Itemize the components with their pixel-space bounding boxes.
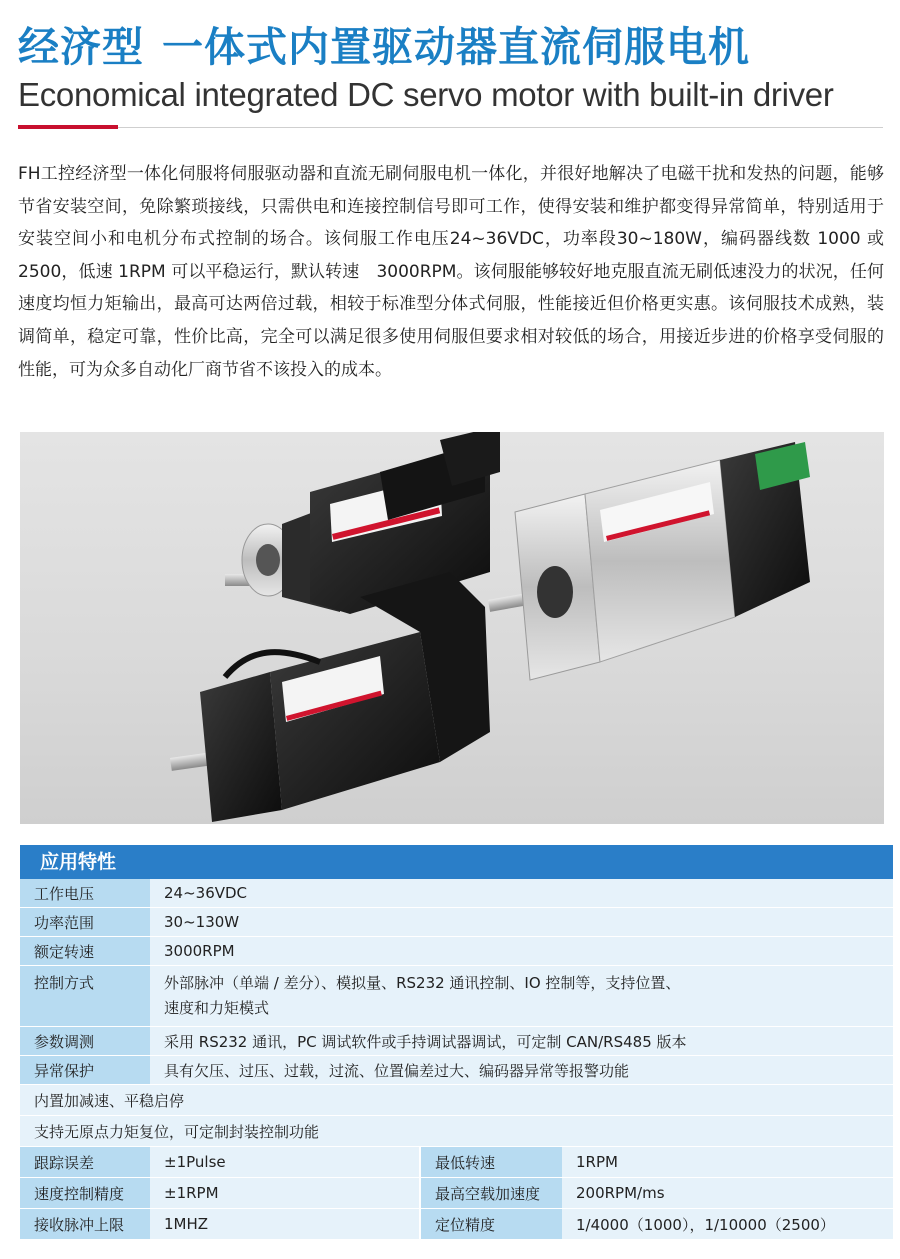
motor-aluminium-right bbox=[488, 442, 810, 680]
spec-label: 异常保护 bbox=[20, 1056, 150, 1085]
spec-label: 跟踪误差 bbox=[20, 1147, 150, 1178]
spec-value: 具有欠压、过压、过载，过流、位置偏差过大、编码器异常等报警功能 bbox=[150, 1056, 893, 1085]
spec-label: 速度控制精度 bbox=[20, 1178, 150, 1209]
spec-value: 采用 RS232 通讯，PC 调试软件或手持调试器调试，可定制 CAN/RS485 版本 bbox=[150, 1027, 893, 1056]
spec-value: 1MHZ bbox=[150, 1209, 420, 1240]
spec-value: ±1Pulse bbox=[150, 1147, 420, 1178]
motor-black-bottom-left bbox=[170, 572, 490, 822]
spec-row-speed-accuracy bbox=[20, 1178, 893, 1209]
spec-value-line2: 速度和力矩模式 bbox=[164, 999, 270, 1017]
spec-row-parameter-tuning bbox=[20, 1027, 893, 1056]
spec-label: 最低转速 bbox=[420, 1147, 562, 1178]
spec-header: 应用特性 bbox=[20, 845, 893, 879]
title-accent-bar bbox=[18, 125, 118, 129]
spec-value: 24~36VDC bbox=[150, 879, 893, 908]
spec-label: 控制方式 bbox=[20, 966, 150, 1027]
product-photo-illustration bbox=[20, 432, 884, 824]
spec-label: 接收脉冲上限 bbox=[20, 1209, 150, 1240]
spec-row-protection bbox=[20, 1056, 893, 1085]
spec-label: 工作电压 bbox=[20, 879, 150, 908]
spec-full-row: 支持无原点力矩复位，可定制封装控制功能 bbox=[20, 1116, 893, 1147]
spec-value: 1/4000（1000），1/10000（2500） bbox=[562, 1209, 893, 1240]
spec-row-tracking-error bbox=[20, 1147, 893, 1178]
title-divider bbox=[18, 127, 883, 128]
spec-value-line1: 外部脉冲（单端 / 差分）、模拟量、RS232 通讯控制、IO 控制等，支持位置、 bbox=[164, 974, 681, 992]
spec-value: 1RPM bbox=[562, 1147, 893, 1178]
spec-label: 功率范围 bbox=[20, 908, 150, 937]
spec-row-rated-speed bbox=[20, 937, 893, 966]
title-cn-part1: 经济型 bbox=[18, 23, 144, 71]
spec-row-pulse-limit bbox=[20, 1209, 893, 1240]
title-cn-part2: 一体式内置驱动器直流伺服电机 bbox=[162, 23, 750, 71]
spec-row-power bbox=[20, 908, 893, 937]
spec-value bbox=[150, 966, 893, 1027]
page-title-cn bbox=[18, 14, 750, 73]
intro-paragraph: FH工控经济型一体化伺服将伺服驱动器和直流无刷伺服电机一体化，并很好地解决了电磁干扰和发热的问题，能够节省安装空间，免除繁琐接线，只需供电和连接控制信号即可工作，使得安装和维护都变得异常简单，特别适用于安装空间小和电机分布式控制的场合。该伺服工作电压24~36VDC，功率段30~180W，编码器线数 1000 或 2500，低速 1RPM 可以平稳运行，默认转速 3000RPM。该伺服能够较好地克服直流无刷低速没力的状况，任何速度均恒力矩输出，最高可达两倍过载，相较于标准型分体式伺服，性能接近但价格更实惠。该伺服技术成熟，装调简单，稳定可靠，性价比高，完全可以满足很多使用伺服但要求相对较低的场合，用接近步进的价格享受伺服的性能，可为众多自动化厂商节省不该投入的成本。 bbox=[18, 164, 884, 380]
spec-label: 定位精度 bbox=[420, 1209, 562, 1240]
spec-row-voltage bbox=[20, 879, 893, 908]
spec-value: 3000RPM bbox=[150, 937, 893, 966]
spec-label: 额定转速 bbox=[20, 937, 150, 966]
page-title-en: Economical integrated DC servo motor with built-in driver bbox=[18, 76, 834, 113]
spec-full-row: 内置加减速、平稳启停 bbox=[20, 1085, 893, 1116]
spec-row-homing bbox=[20, 1116, 893, 1147]
spec-table bbox=[20, 879, 893, 1240]
spec-row-control-mode bbox=[20, 966, 893, 1027]
spec-section bbox=[20, 845, 893, 1240]
spec-row-accel bbox=[20, 1085, 893, 1116]
spec-label: 最高空载加速度 bbox=[420, 1178, 562, 1209]
product-photo bbox=[20, 432, 884, 824]
spec-label: 参数调测 bbox=[20, 1027, 150, 1056]
spec-value: 30~130W bbox=[150, 908, 893, 937]
spec-value: 200RPM/ms bbox=[562, 1178, 893, 1209]
spec-value: ±1RPM bbox=[150, 1178, 420, 1209]
